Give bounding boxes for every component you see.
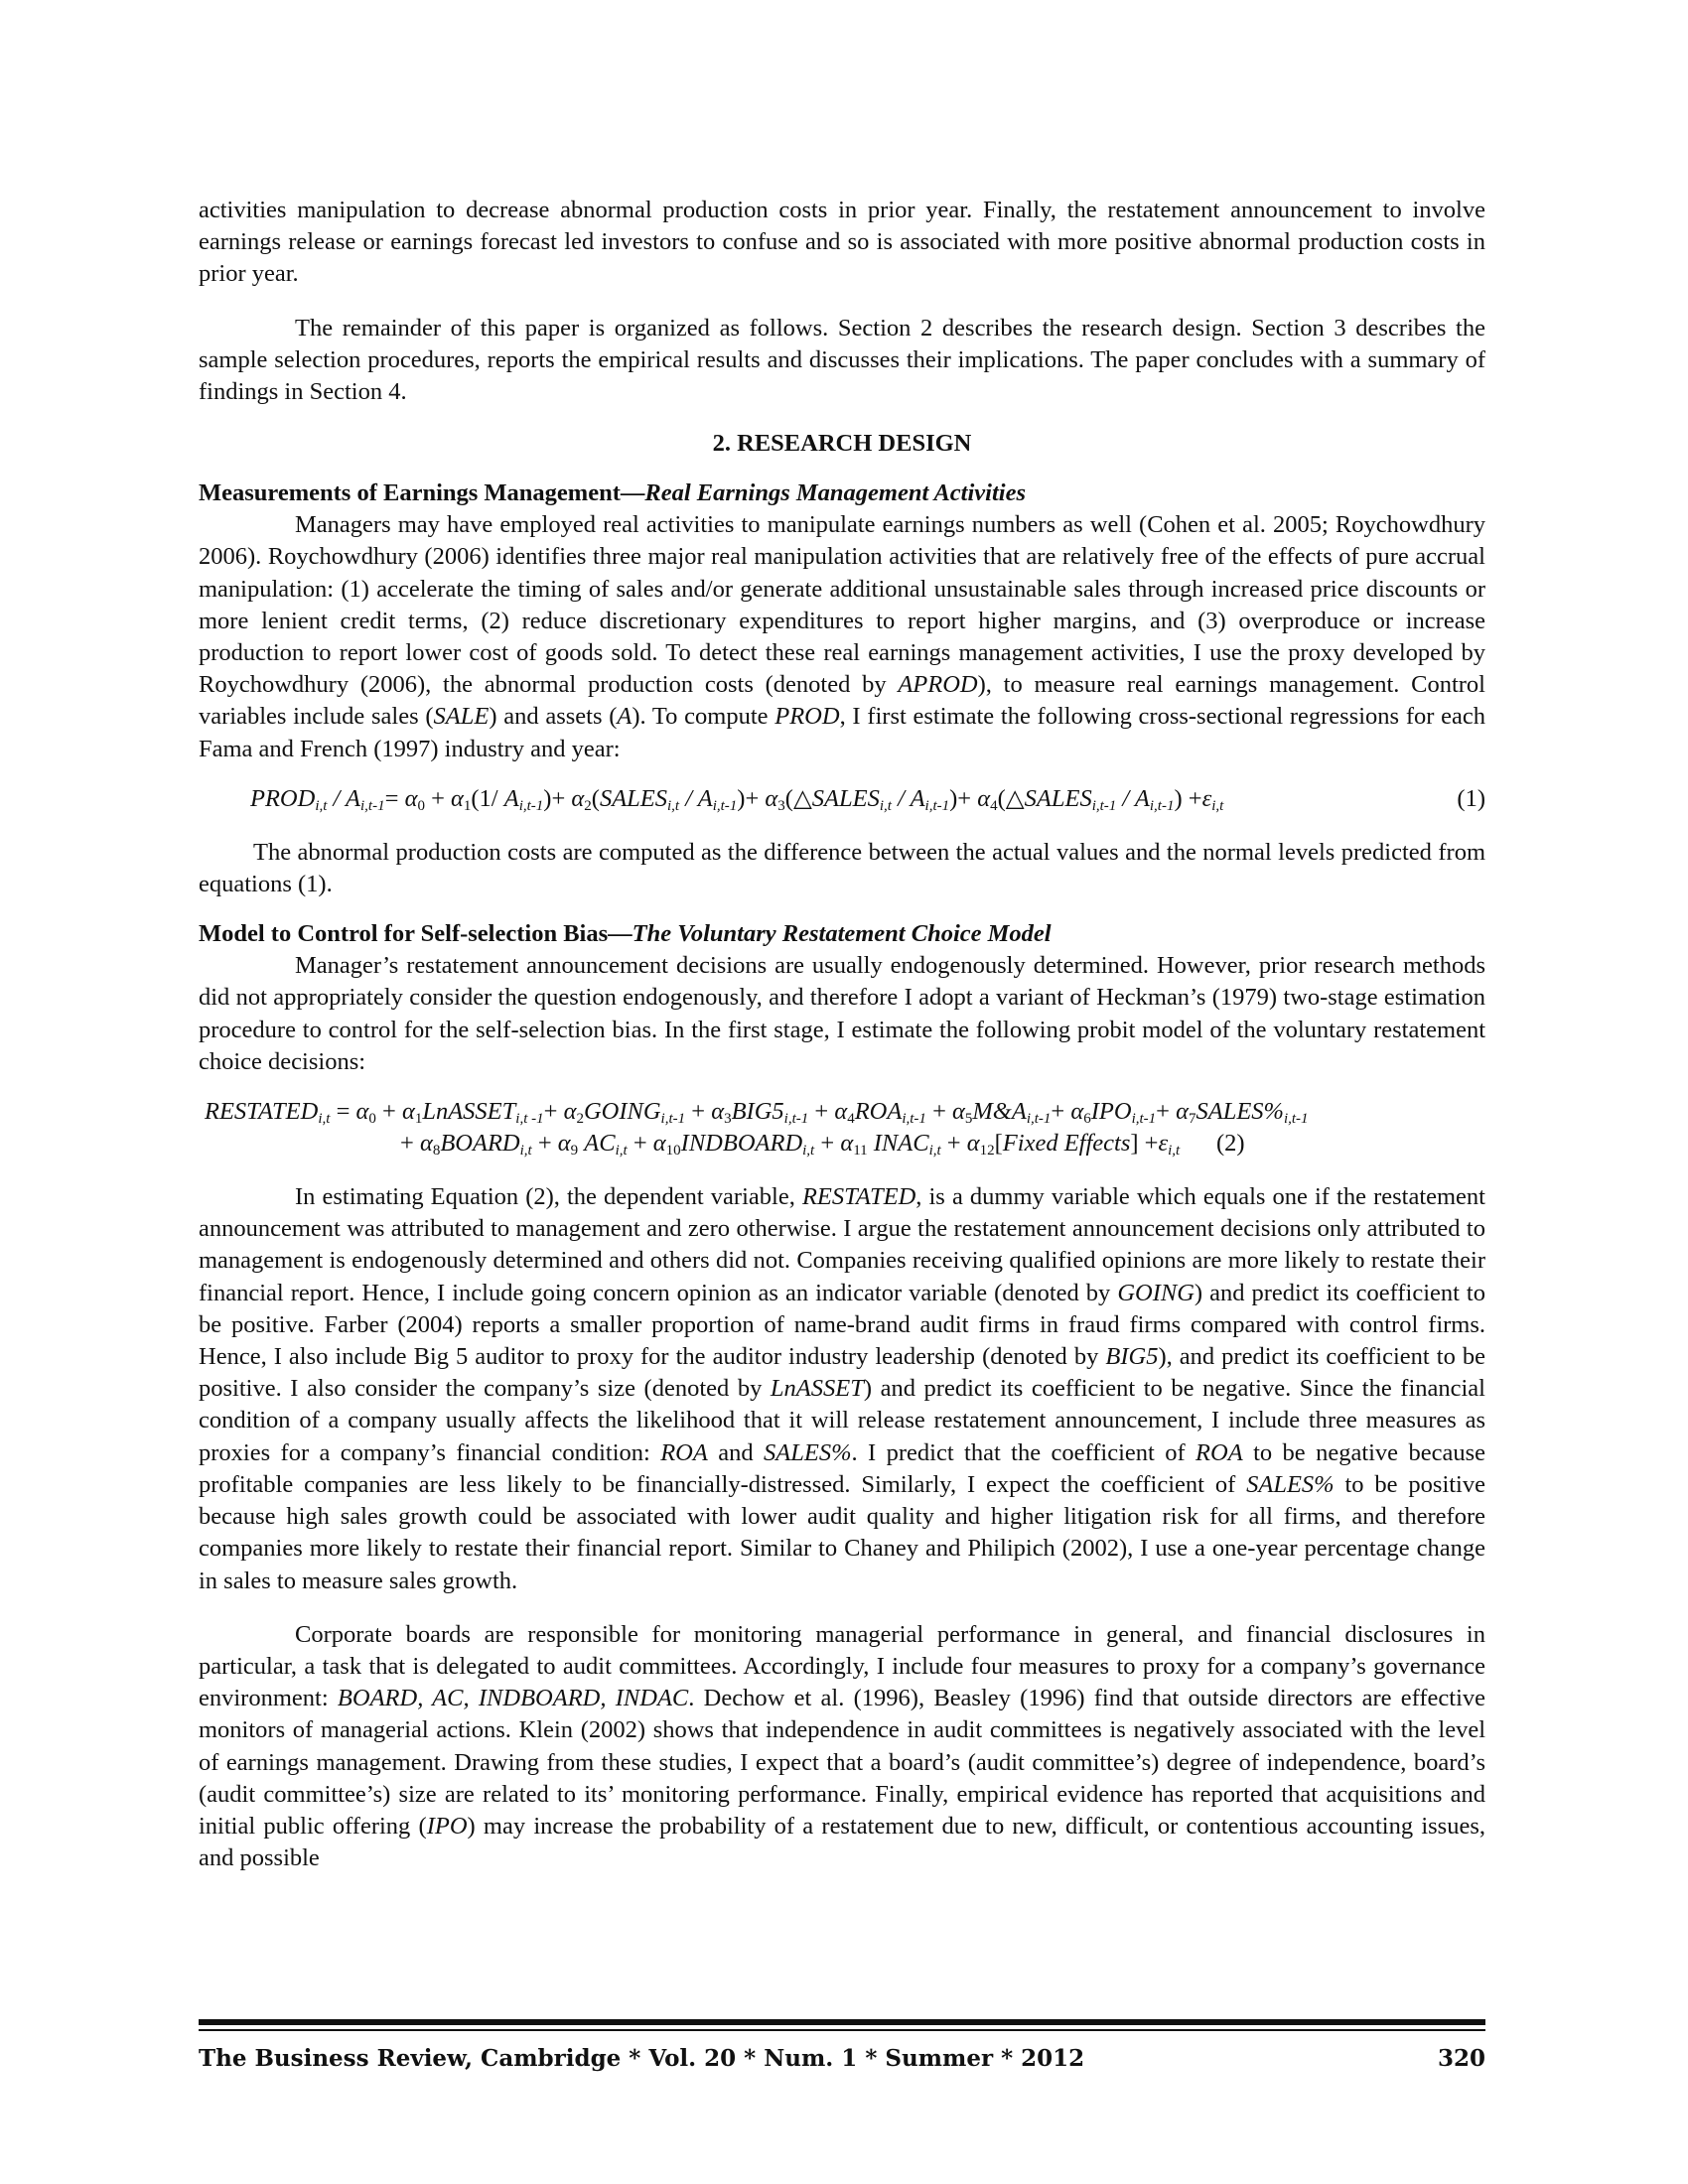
variable-big5: BIG5 xyxy=(1105,1343,1159,1371)
text-run: Corporate boards are responsible for monitoring managerial performance in general, and financial disclosures in particular, a task that is delegated to audit committees. Accordingly, I include four measures to proxy for a company’s governance environment: xyxy=(199,1620,1485,1712)
equation-2-line-1: $RESTATED_{i,t} = \alpha_0$ + $\alpha_1LnASSET_{i,t -1}+$ $\alpha_2GOING_{i,t-1} + \alpha_3BIG5_{i,t-1} + \alpha_4ROA_{i,t-1}$ + $\alpha_5M\&A_{i,t-1}+ \alpha_6IPO_{i,t-1}+$ $\alpha_7SALES\%_{i,t-1}$ xyxy=(205,1098,1309,1128)
subheading-bold: Measurements of Earnings Management— xyxy=(199,479,645,507)
text-run: ). To compute xyxy=(632,703,775,731)
text-run: Managers may have employed real activities to manipulate earnings numbers as well (Cohen et al. 2005; Roychowdhury 2006). Roychowdhury (2006) identifies three major real manipulation activities that are relatively free of the effects of pure accrual manipulation: (1) accelerate the timing of sales and/or generate additional unsustainable sales through increased price discounts or more lenient credit terms, (2) reduce discretionary expenditures to report higher margins, and (3) overproduce or increase production to report lower cost of goods sold. To detect these real earnings management activities, I use the proxy developed by Roychowdhury (2006), the abnormal production costs (denoted by xyxy=(199,511,1485,699)
variable-roa: ROA xyxy=(660,1438,708,1466)
equation-2-number: (2) xyxy=(1215,1130,1245,1158)
variable-lnasset: LnASSET xyxy=(770,1375,864,1403)
text-run: ), and predict its coefficient to be positive. I also consider the company’s size (denoted by xyxy=(199,1343,1485,1403)
variable-sale: SALE xyxy=(433,703,490,731)
variable-ipo: IPO xyxy=(426,1812,468,1840)
variable-restated: RESTATED xyxy=(801,1183,916,1211)
paragraph-real-activities xyxy=(199,509,1485,765)
footer-page-number: 320 xyxy=(1437,2045,1485,2072)
paragraph-manager-decisions: Manager’s restatement announcement decisions are usually endogenously determined. However, prior research methods did not appropriately consider the question endogenously, and therefore I adopt a variant of Heckman’s (1979) two-stage estimation procedure to control for the self-selection bias. In the first stage, I estimate the following probit model of the voluntary restatement choice decisions: xyxy=(199,952,1485,1075)
paragraph-corporate-boards xyxy=(199,1619,1485,1875)
page-body xyxy=(199,195,1485,1874)
paragraph-estimating-equation xyxy=(199,1181,1485,1597)
text-run: , I first estimate the following cross-sectional regressions for each Fama and French (1997) industry and year: xyxy=(199,703,1485,762)
variable-going: GOING xyxy=(1117,1279,1195,1306)
subheading-bold: Model to Control for Self-selection Bias— xyxy=(199,920,633,948)
section-title: 2. RESEARCH DESIGN xyxy=(712,430,972,458)
text-run: ) and predict its coefficient to be positive. Farber (2004) reports a smaller proportion of name-brand audit firms in fraud firms compared with control firms. Hence, I also include Big 5 auditor to proxy for the auditor industry leadership (denoted by xyxy=(199,1279,1485,1371)
equation-1-number: (1) xyxy=(1457,784,1485,812)
paragraph-intro-end: activities manipulation to decrease abnormal production costs in prior year. Finally, the restatement announcement to involve earnings release or earnings forecast led investors to confuse and so is associated with more positive abnormal production costs in prior year. xyxy=(199,197,1485,288)
variable-sales-pct: SALES% xyxy=(764,1438,852,1466)
text-run: , is a dummy variable which equals one if the restatement announcement was attributed to management and zero otherwise. I argue the restatement announcement decisions only attributed to management is endogenously determined and others did not. Companies receiving qualified opinions are more likely to restate their financial report. Hence, I include going concern opinion as an indicator variable (denoted by xyxy=(199,1183,1485,1306)
variable-aprod: APROD xyxy=(898,671,978,699)
paragraph-remainder: The remainder of this paper is organized as follows. Section 2 describes the research design. Section 3 describes the sample selection procedures, reports the empirical results and discusses their implications. The paper concludes with a summary of findings in Section 4. xyxy=(199,314,1485,406)
text-run: . Dechow et al. (1996), Beasley (1996) find that outside directors are effective monitors of managerial actions. Klein (2002) shows that independence in audit committees is negatively associated with the level of earnings management. Drawing from these studies, I expect that a board’s (audit committee’s) degree of independence, board’s (audit committee’s) size are related to its’ monitoring performance. Finally, empirical evidence has reported that acquisitions and initial public offering ( xyxy=(199,1685,1486,1840)
subheading-self-selection xyxy=(199,918,1485,950)
footer-journal: The Business Review, Cambridge * Vol. 20 * Num. 1 * Summer * 2012 xyxy=(199,2045,1085,2072)
subheading-earnings-management xyxy=(199,478,1485,509)
equation-1: $PROD_{i,t} / A_{i,t-1}= \alpha_0 + \alpha_1(1/$ $A_{i,t-1})+$ $\alpha_2(SALES_{i,t} / A_{i,t-1})+$ $\alpha_3(\triangle SALES_{i,t} / A_{i,t-1})+$ $\alpha_4(\triangle SALES_{i,t-1} / A_{i,t-1}) +\varepsilon_{i,t}$ (1) xyxy=(250,784,1485,814)
text-run: to be negative because profitable companies are less likely to be financially-distressed. Similarly, I expect the coefficient of xyxy=(199,1438,1485,1498)
footer-rule-thick xyxy=(199,2019,1485,2025)
footer-rule-thin xyxy=(199,2029,1485,2031)
text-run: In estimating Equation (2), the dependent variable, xyxy=(295,1183,802,1211)
variable-a: A xyxy=(617,703,633,731)
text-run: . I predict that the coefficient of xyxy=(851,1438,1196,1466)
text-run: ) may increase the probability of a restatement due to new, difficult, or contentious accounting issues, and possible xyxy=(199,1812,1485,1872)
text-run: ), to measure real earnings management. Control variables include sales ( xyxy=(199,671,1485,731)
subheading-italic: Real Earnings Management Activities xyxy=(644,479,1026,507)
equation-2-line-2: + $\alpha_8BOARD_{i,t} + \alpha_9$ $AC_{i,t}$ + $\alpha_{10}INDBOARD_{i,t} + \alpha_{11}$ $INAC_{i,t}$ + $\alpha_{12}[Fixed$ Effects] $+\varepsilon_{i,t}$ (2) xyxy=(400,1130,1245,1160)
text-run: ) and predict its coefficient to be negative. Since the financial condition of a company usually affects the likelihood that it will release restatement announcement, I include three measures as proxies for a company’s financial condition: xyxy=(199,1375,1485,1466)
variable-sales-pct: SALES% xyxy=(1246,1470,1335,1498)
variable-roa: ROA xyxy=(1196,1438,1243,1466)
text-run: to be positive because high sales growth could be associated with lower audit quality and higher litigation risk for all firms, and therefore companies more likely to restate their financial report. Similar to Chaney and Philipich (2002), I use a one-year percentage change in sales to measure sales growth. xyxy=(199,1470,1485,1594)
subheading-italic: The Voluntary Restatement Choice Model xyxy=(632,920,1052,948)
paragraph-abnormal-costs: The abnormal production costs are computed as the difference between the actual values and the normal levels predicted from equations (1). xyxy=(199,838,1485,898)
variable-governance-list: BOARD, AC, INDBOARD, INDAC xyxy=(337,1685,689,1712)
text-run: ) and assets ( xyxy=(489,703,618,731)
variable-prod: PROD xyxy=(774,703,840,731)
text-run: and xyxy=(707,1438,765,1466)
